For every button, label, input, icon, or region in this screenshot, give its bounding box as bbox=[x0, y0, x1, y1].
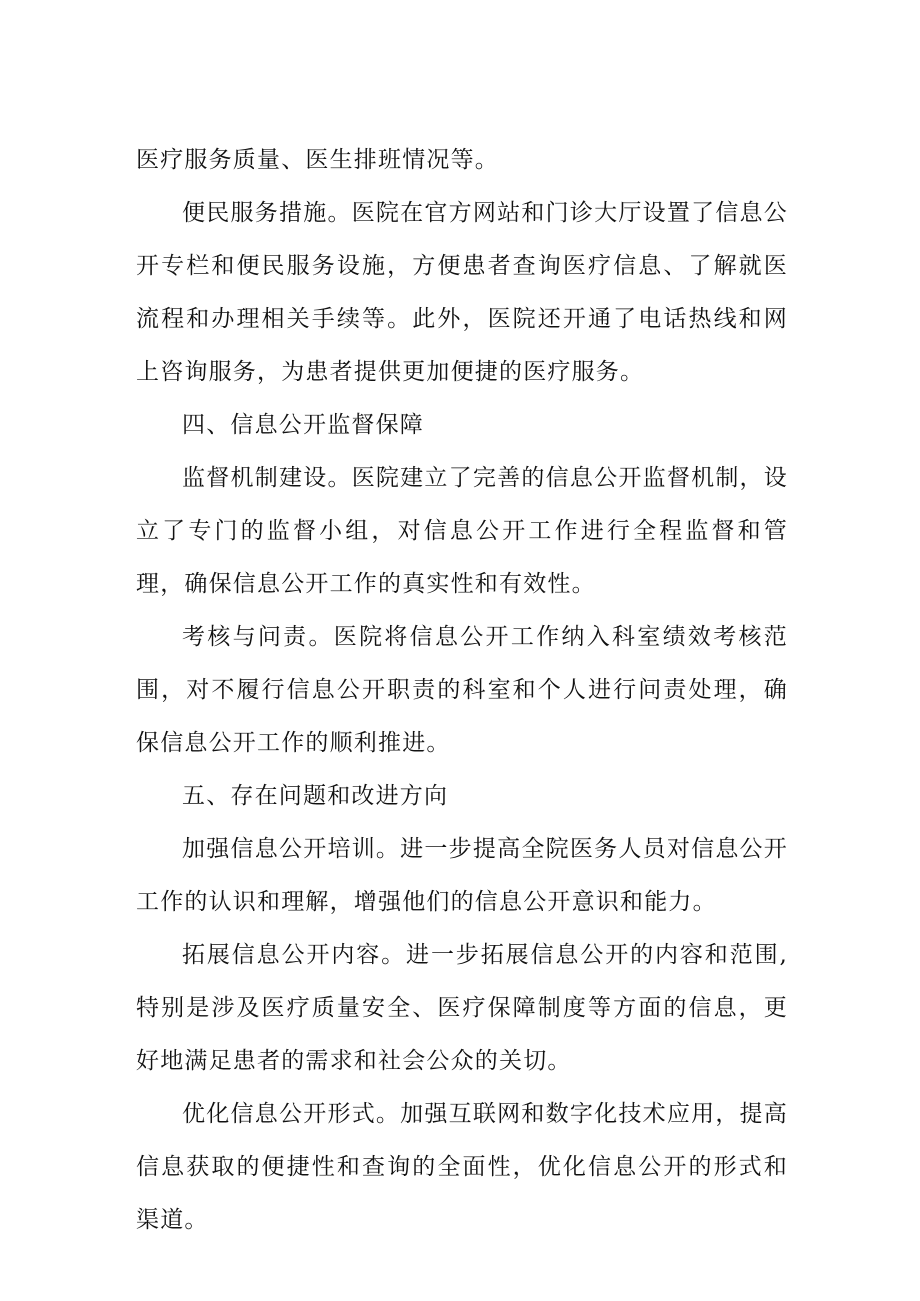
section-heading-5: 五、存在问题和改进方向 bbox=[182, 783, 449, 809]
section-heading-4: 四、信息公开监督保障 bbox=[182, 412, 424, 438]
paragraph-assessment-accountability: 考核与问责。医院将信息公开工作纳入科室绩效考核范围，对不履行信息公开职责的科室和个人进行问责处理，确保信息公开工作的顺利推进。 bbox=[136, 624, 788, 756]
paragraph-supervision-mechanism: 监督机制建设。医院建立了完善的信息公开监督机制，设立了专门的监督小组，对信息公开工作进行全程监督和管理，确保信息公开工作的真实性和有效性。 bbox=[136, 465, 788, 597]
paragraph-training: 加强信息公开培训。进一步提高全院医务人员对信息公开工作的认识和理解，增强他们的信息公开意识和能力。 bbox=[136, 836, 788, 915]
paragraph-optimize-form: 优化信息公开形式。加强互联网和数字化技术应用，提高信息获取的便捷性和查询的全面性，优化信息公开的形式和渠道。 bbox=[136, 1101, 788, 1233]
paragraph-convenience-services: 便民服务措施。医院在官方网站和门诊大厅设置了信息公开专栏和便民服务设施，方便患者查询医疗信息、了解就医流程和办理相关手续等。此外，医院还开通了电话热线和网上咨询服务，为患者提供更加便捷的医疗服务。 bbox=[136, 200, 788, 385]
paragraph-expand-content: 拓展信息公开内容。进一步拓展信息公开的内容和范围,特别是涉及医疗质量安全、医疗保障制度等方面的信息，更好地满足患者的需求和社会公众的关切。 bbox=[136, 942, 788, 1074]
paragraph-continuation: 医疗服务质量、医生排班情况等。 bbox=[136, 147, 499, 173]
